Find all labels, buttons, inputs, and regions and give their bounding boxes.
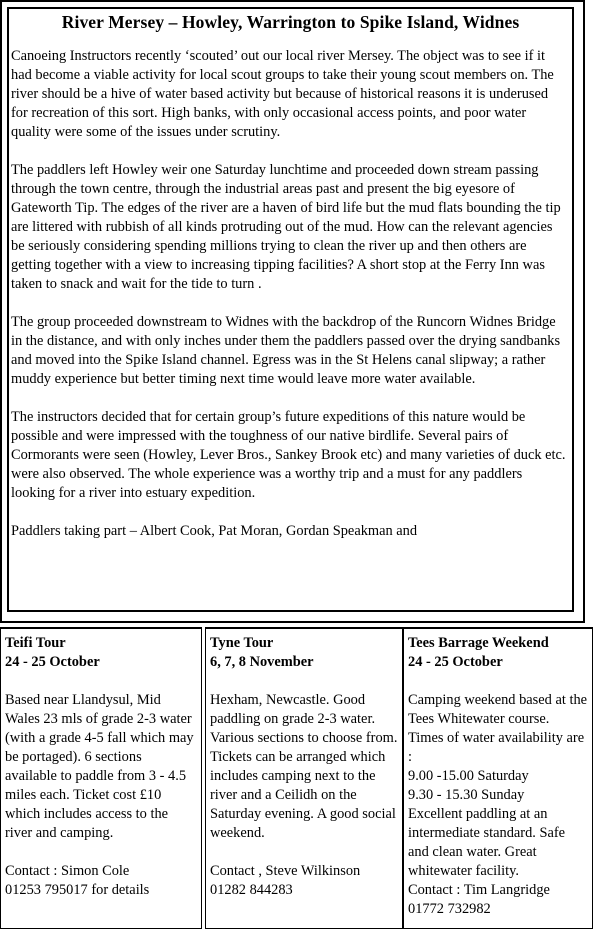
event-box-tyne [205, 627, 403, 929]
event-dates: 6, 7, 8 November [210, 654, 314, 670]
event-title: Tees Barrage Weekend [408, 635, 549, 651]
event-box-teifi [0, 627, 202, 929]
event-description: Hexham, Newcastle. Good paddling on grade 2-3 water. Various sections to choose from. Tickets can be arranged which includes camping next to the river and a Ceilidh on the Saturday evening. A good social weekend. [210, 692, 398, 841]
article-paragraph: The paddlers left Howley weir one Saturday lunchtime and proceeded down stream passing through the town centre, through the industrial areas past and present the big eyesore of Gateworth Tip. The edges of the river are a haven of bird life but the mud flats bounding the tip are littered with rubbish of all kinds protruding out of the mud. How can the relevant agencies be seriously considering spending millions trying to clean the river up and then others are getting together with a view to increasing tipping facilities? A short stop at the Ferry Inn was taken to snack and wait for the tide to turn . [11, 162, 561, 292]
event-description: Based near Llandysul, Mid Wales 23 mls of grade 2-3 water (with a grade 4-5 fall which may be portaged). 6 sections available to paddle from 3 - 4.5 miles each. Ticket cost £10 which includes access to the river and camping. [5, 692, 194, 841]
article-inner-frame [7, 7, 574, 612]
event-description: Camping weekend based at the Tees Whitewater course. Times of water availability are : 9.00 -15.00 Saturday 9.30 - 15.30 Sunday Excellent paddling at an intermediate standard. Safe and clean water. Great whitewater facility. [408, 692, 588, 879]
event-dates: 24 - 25 October [408, 654, 503, 670]
article-body [9, 47, 572, 541]
article-paragraph: Paddlers taking part – Albert Cook, Pat Moran, Gordan Speakman and [11, 523, 418, 539]
article-paragraph: The group proceeded downstream to Widnes with the backdrop of the Runcorn Widnes Bridge in the distance, and with only inches under them the paddlers passed over the drying sandbanks and moved into the Spike Island channel. Egress was in the St Helens canal slipway; a rather muddy experience but better timing next time would leave more water available. [11, 314, 561, 387]
event-contact: Contact : Tim Langridge 01772 732982 [408, 882, 550, 917]
event-dates: 24 - 25 October [5, 654, 100, 670]
article-paragraph: The instructors decided that for certain group’s future expeditions of this nature would be possible and were impressed with the toughness of our native birdlife. Several pairs of Cormorants were seen (Howley, Lever Bros., Sankey Brook etc) and many varieties of duck etc. were also observed. The whole experience was a worthy trip and a must for any paddlers looking for a river into estuary expedition. [11, 409, 566, 501]
event-title: Teifi Tour [5, 635, 66, 651]
article-paragraph: Canoeing Instructors recently ‘scouted’ out our local river Mersey. The object was to see if it had become a viable activity for local scout groups to take their young scout members on. The river should be a hive of water based activity but because of historical reasons it is underused for recreation of this sort. High banks, with only occasional access points, and poor water quality were some of the issues under scrutiny. [11, 48, 554, 140]
article-title: River Mersey – Howley, Warrington to Spike Island, Widnes [61, 12, 520, 32]
event-contact: Contact : Simon Cole 01253 795017 for details [5, 863, 150, 898]
event-contact: Contact , Steve Wilkinson 01282 844283 [210, 863, 361, 898]
events-row [0, 627, 593, 931]
event-box-tees [403, 627, 593, 929]
event-title: Tyne Tour [210, 635, 274, 651]
